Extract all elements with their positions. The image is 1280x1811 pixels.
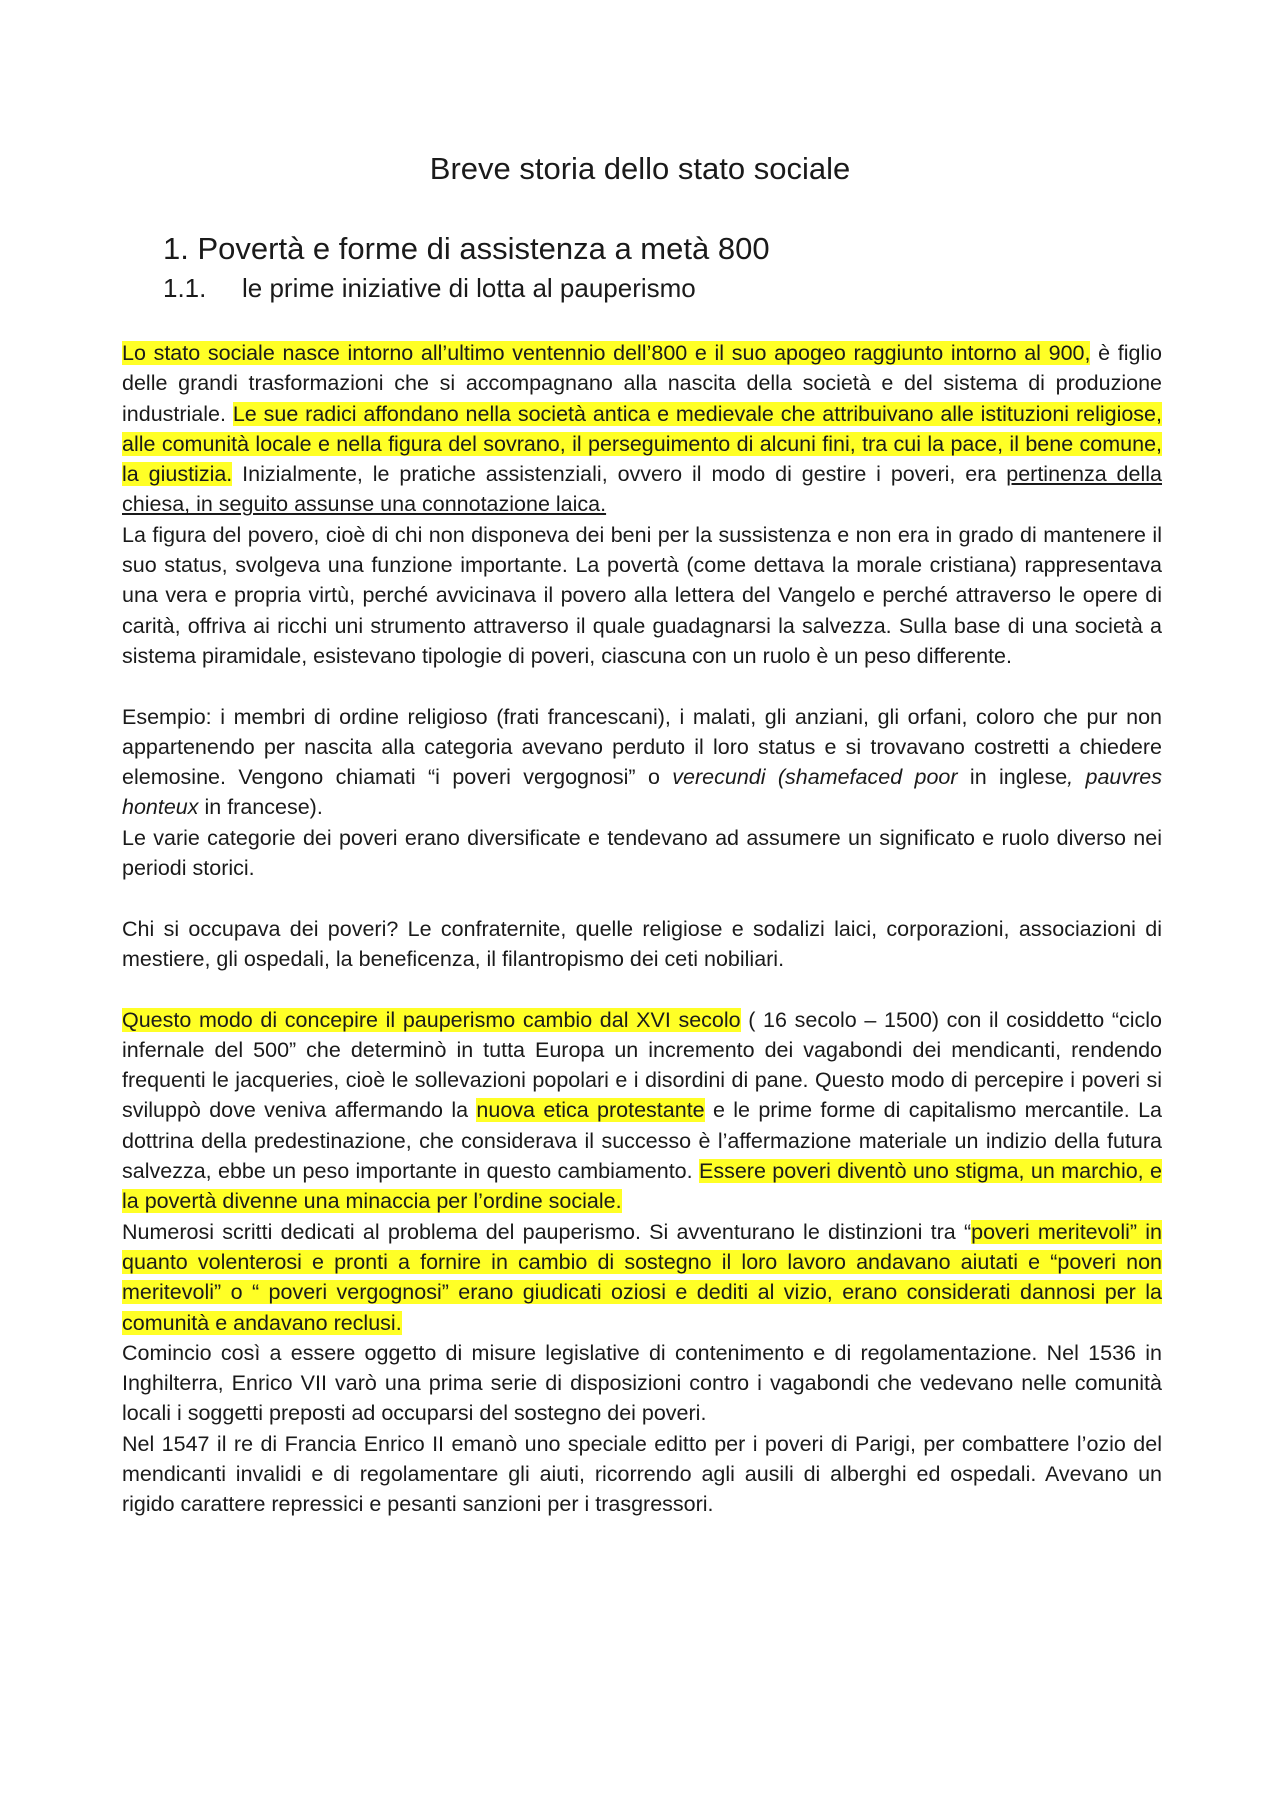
paragraph-6 <box>122 1005 1162 1217</box>
paragraph-text: in inglese <box>957 765 1068 790</box>
subsection-title: le prime iniziative di lotta al pauperismo <box>242 273 696 303</box>
paragraph-text: e le prime forme di capitalismo mercantile. La dottrina della predestinazione, che considerava il successo è l’affermazione materiale un indizio della futura salvezza, ebbe un peso importante in questo cambiamento. <box>122 1098 1163 1184</box>
paragraph-text: in francese). <box>198 795 323 820</box>
paragraph-text: ( 16 secolo – 1500) con il cosiddetto “ciclo infernale del 500” che determinò in tutta Europa un incremento dei vagabondi dei mendicanti, rendendo frequenti le jacqueries, cioè le sollevazioni popolari e i disordini di pane. Questo modo di percepire i poveri si sviluppò dove veniva affermando la <box>122 1007 1162 1123</box>
paragraph-7 <box>122 1217 1162 1338</box>
highlighted-text: Essere poveri diventò uno stigma, un marchio, e la povertà divenne una minaccia per l’ordine sociale. <box>122 1159 1162 1214</box>
paragraph-1 <box>122 338 1162 520</box>
paragraph-9: Nel 1547 il re di Francia Enrico II emanò uno speciale editto per i poveri di Parigi, per combattere l’ozio del mendicanti invalidi e di regolamentare gli aiuti, ricorrendo agli ausili di alberghi ed ospedali. Avevano un rigido carattere repressici e pesanti sanzioni per i trasgressori. <box>122 1431 1162 1517</box>
highlighted-text: Le sue radici affondano nella società antica e medievale che attribuivano alle istituzioni religiose, alle comunità locale e nella figura del sovrano, il perseguimento di alcuni fini, tra cui la pace, il bene comune, la giustizia. <box>122 401 1162 487</box>
paragraph-8: Comincio così a essere oggetto di misure legislative di contenimento e di regolamentazione. Nel 1536 in Inghilterra, Enrico VII varò una prima serie di disposizioni contro i vagabondi che vedevano nelle comunità locali i soggetti preposti ad occuparsi del sostegno dei poveri. <box>122 1340 1162 1426</box>
subsection-heading <box>163 272 696 304</box>
paragraph-spacer <box>122 671 1162 701</box>
paragraph-2: La figura del povero, cioè di chi non disponeva dei beni per la sussistenza e non era in grado di mantenere il suo status, svolgeva una funzione importante. La povertà (come dettava la morale cristiana) rappresentava una vera e propria virtù, perché avvicinava il povero alla lettera del Vangelo e perché attraverso le opere di carità, offriva ai ricchi uni strumento attraverso il quale guadagnarsi la salvezza. Sulla base di una società a sistema piramidale, esistevano tipologie di poveri, ciascuna con un ruolo è un peso differente. <box>122 522 1162 668</box>
paragraph-text: è figlio delle grandi trasformazioni che si accompagnano alla nascita della società e del sistema di produzione industriale. <box>122 341 1162 426</box>
paragraph-3 <box>122 702 1162 823</box>
paragraph-text: Esempio: i membri di ordine religioso (frati francescani), i malati, gli anziani, gli orfani, coloro che pur non appartenendo per nascita alla categoria avevano perduto il loro status e si trovavano costretti a chiedere elemosine. Vengono chiamati “i poveri vergognosi” o <box>122 704 1162 790</box>
paragraph-spacer <box>122 974 1162 1004</box>
paragraph-spacer <box>122 883 1162 913</box>
highlighted-text: poveri meritevoli” in quanto volenterosi e pronti a fornire in cambio di sostegno il loro lavoro andavano aiutati e “poveri non meritevoli” o “ poveri vergognosi” erano giudicati oziosi e dediti al vizio, erano considerati dannosi per la comunità e andavano reclusi. <box>122 1219 1162 1335</box>
document-title: Breve storia dello stato sociale <box>429 151 851 186</box>
paragraph-text: Numerosi scritti dedicati al problema del pauperismo. Si avventurano le distinzioni tra “ <box>122 1219 972 1244</box>
subsection-number: 1.1. <box>163 273 207 303</box>
paragraph-4: Le varie categorie dei poveri erano diversificate e tendevano ad assumere un significato e ruolo diverso nei periodi storici. <box>122 825 1162 881</box>
paragraph-text: Inizialmente, le pratiche assistenziali, ovvero il modo di gestire i poveri, era <box>232 462 1007 487</box>
underlined-text: pertinenza della chiesa, in seguito assunse una connotazione laica. <box>122 462 1162 517</box>
section-title: Povertà e forme di assistenza a metà 800 <box>197 231 770 266</box>
section-number: 1. <box>163 231 189 266</box>
italic-text: , pauvres honteux <box>122 765 1162 820</box>
section-heading <box>163 230 770 268</box>
highlighted-text: Questo modo di concepire il pauperismo cambio dal XVI secolo <box>122 1007 741 1032</box>
highlighted-text: nuova etica protestante <box>476 1098 705 1123</box>
italic-text: verecundi (shamefaced poor <box>672 765 958 790</box>
highlighted-text: Lo stato sociale nasce intorno all’ultimo ventennio dell’800 e il suo apogeo raggiunto intorno al 900, <box>122 341 1091 365</box>
document-body <box>122 338 1162 1520</box>
paragraph-5: Chi si occupava dei poveri? Le confraternite, quelle religiose e sodalizi laici, corporazioni, associazioni di mestiere, gli ospedali, la beneficenza, il filantropismo dei ceti nobiliari. <box>122 916 1162 971</box>
